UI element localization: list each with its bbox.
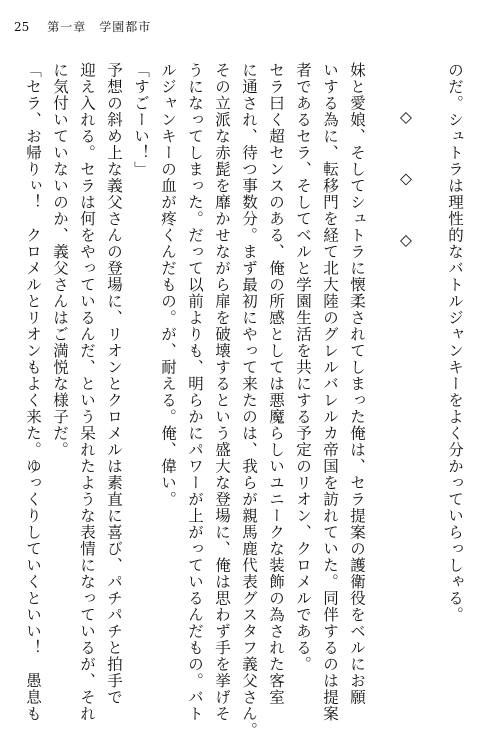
- text-column: ルジャンキーの血が疼くんだもの。が、耐える。俺、偉い。: [159, 62, 177, 508]
- text-column: に通され、待つ事数分。まず最初にやって来たのは、我らが親馬鹿代表グスタフ義父さん。: [240, 62, 258, 739]
- text-column: 妹と愛娘、そしてシュトラに懐柔されてしまった俺は、セラ提案の護衛役をベルにお願: [348, 62, 366, 706]
- scene-break: ◇ ◇ ◇: [397, 108, 415, 263]
- vertical-text-body: [19, 62, 468, 739]
- text-column: うになってしまった。だって以前よりも、明らかにパワーが上がっているんだもの。バト: [186, 62, 204, 722]
- chapter-title: 第一章 学園都市: [47, 20, 152, 34]
- text-column: いする為に、転移門を経て北大陸のグレルバレルカ帝国を訪れていた。同伴するのは提案: [321, 62, 339, 722]
- text-column: 予想の斜め上な義父さんの登場に、リオンとクロメルは素直に喜び、パチパチと拍手で: [105, 62, 123, 706]
- text-column: 者であるセラ、そしてベルと学園生活を共にする予定のリオン、クロメルである。: [294, 62, 312, 673]
- dialogue-column: 「セラ、お帰りぃ！ クロメルとリオンもよく来た。ゆっくりしていくといい！ 愚息も: [24, 62, 42, 722]
- text-column: に気付いていないのか、義父さんはご満悦な様子だ。: [51, 62, 69, 458]
- text-column: その立派な赤髭を靡かせながら扉を破壊するという盛大な登場に、俺は思わず手を挙げそ: [213, 62, 231, 722]
- page-number: 25: [14, 20, 30, 34]
- text-column: のだ。シュトラは理性的なバトルジャンキーをよく分かっていらっしゃる。: [446, 62, 464, 623]
- dialogue-column: 「すごーい！」: [132, 62, 150, 178]
- running-header: [14, 18, 151, 35]
- text-column: 迎え入れる。セラは何をやっているんだ、という呆れたような表情になっているが、それ: [78, 62, 96, 722]
- text-column: セラ曰く超センスのある、俺の所感としては悪魔らしいユニークな装飾の為された客室: [267, 62, 285, 706]
